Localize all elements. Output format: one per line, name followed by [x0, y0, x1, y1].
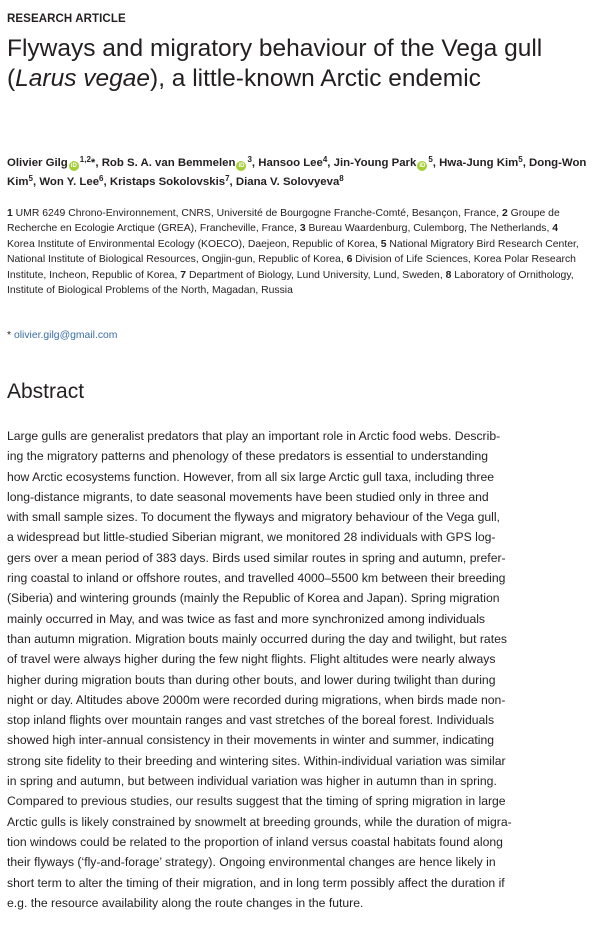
author-name[interactable]: Won Y. Lee	[39, 176, 100, 188]
title-species-name: Larus vegae	[15, 65, 151, 92]
author-affiliation-number: 6	[99, 174, 104, 183]
affiliation-text: UMR 6249 Chrono-Environnement, CNRS, Université de Bourgogne Franche-Comté, Besançon, France,	[15, 208, 500, 219]
affiliation-list	[7, 206, 587, 298]
affiliation-number: 4	[552, 223, 559, 235]
correspondence-star: *	[7, 330, 12, 341]
abstract-line: night or day. Altitudes above 2000m were recorded during migrations, when birds made non-	[7, 692, 506, 707]
orcid-icon[interactable]: iD	[238, 163, 245, 169]
article-title	[7, 34, 593, 94]
correspondence-email-link[interactable]: olivier.gilg@gmail.com	[13, 330, 118, 341]
abstract-line: Compared to previous studies, our results suggest that the timing of spring migration in large	[7, 794, 506, 809]
affiliation-number: 2	[501, 208, 508, 219]
author-affiliation-number: 5	[518, 155, 523, 164]
title-part-2: ), a little-known Arctic endemic	[150, 65, 481, 92]
abstract-line: short term to alter the timing of their migration, and in long term possibly affect the duration if	[7, 875, 505, 890]
author	[236, 176, 344, 188]
affiliation-number: 3	[299, 223, 306, 235]
author-affiliation-number: 5	[28, 174, 33, 183]
abstract-line: a widespread but little-studied Siberian migrant, we monitored 28 individuals with GPS log-	[7, 530, 496, 545]
abstract-line: stop inland flights over mountain ranges and vast stretches of the boreal forest. Individuals	[7, 713, 495, 728]
abstract-line: of travel were always higher during the few night flights. Flight altitudes were nearly always	[7, 652, 496, 667]
author-name[interactable]: Hansoo Lee	[258, 157, 323, 169]
abstract-line: in spring and autumn, but between individual variation was higher in autumn than in spring.	[7, 774, 497, 789]
author-affiliation-number: 3	[247, 155, 252, 164]
abstract-body	[7, 426, 589, 913]
abstract-line: e.g. the resource availability along the route changes in the future.	[7, 895, 364, 910]
abstract-line: than autumn migration. Migration bouts mainly occurred during the day and twilight, but rates	[7, 631, 507, 646]
abstract-line: higher during migration bouts than during other bouts, and lower during twilight than during	[7, 672, 496, 687]
author	[439, 157, 523, 169]
author-name[interactable]: Kristaps Sokolovskis	[109, 176, 226, 188]
author-name[interactable]: Dong-Won Kim	[7, 157, 587, 188]
affiliation-text: Laboratory of Ornithology, Institute of Biological Problems of the North, Magadan, Russia	[7, 269, 574, 297]
abstract-line: (Siberia) and wintering grounds (mainly the Republic of Korea and Japan). Spring migration	[7, 591, 500, 606]
author	[334, 157, 433, 169]
correspondence	[7, 330, 117, 341]
article-type-label: RESEARCH ARTICLE	[7, 13, 126, 25]
author-name[interactable]: Diana V. Solovyeva	[235, 176, 340, 188]
abstract-line: how Arctic ecosystems function. However, from all six large Arctic gull taxa, including three	[7, 469, 495, 484]
author-list: Olivier Gilg iD$^{1,2}$*, Rob S. A. van Bemmelen $iD^3$, Hansoo Lee$^4$, Jin-Young Park $iD^5$, Hwa-Jung Kim$^5$, Dong-Won Kim$^5$, Won Y. Lee$^6$, Kristaps Sokolovskis$^7$, Diana V. Solovyeva$^8$	[7, 155, 587, 188]
abstract-line: with small sample sizes. To document the flyways and migratory behaviour of the Vega gull,	[7, 510, 500, 525]
affiliation-number: 7	[180, 269, 187, 281]
abstract-line: Arctic gulls is likely constrained by snowmelt at breeding grounds, while the duration of migra-	[7, 814, 512, 829]
affiliation-text: Groupe de Recherche en Ecologie Arctique (GREA), Francheville, France,	[7, 208, 560, 235]
author: Olivier Gilg iD$^{1,2}$*	[7, 155, 96, 169]
author	[258, 157, 327, 169]
author	[110, 176, 230, 188]
author	[39, 176, 103, 188]
author-name[interactable]: Olivier Gilg	[7, 157, 68, 169]
author-affiliation-number: 4	[322, 155, 328, 164]
affiliation-text: Department of Biology, Lund University, Lund, Sweden,	[188, 269, 443, 281]
affiliation-number: 1	[7, 208, 13, 219]
affiliation	[180, 270, 442, 281]
author-name[interactable]: Jin-Young Park	[333, 157, 417, 169]
affiliation-text: Bureau Waardenburg, Culemborg, The Netherlands,	[308, 223, 550, 235]
abstract-line: Large gulls are generalist predators that play an important role in Arctic food webs. Describ-	[7, 429, 501, 443]
abstract-line: strong site fidelity to their breeding and wintering sites. Within-individual variation was similar	[7, 753, 506, 768]
author-name[interactable]: Rob S. A. van Bemmelen	[101, 157, 236, 169]
affiliation	[300, 223, 550, 234]
author-name[interactable]: Hwa-Jung Kim	[439, 157, 519, 169]
orcid-icon[interactable]: iD	[70, 163, 77, 169]
affiliation-text: National Migratory Bird Research Center, National Institute of Biological Resources, Ongjin-gun, Republic of Korea,	[7, 238, 579, 266]
affiliation-text: Korea Institute of Environmental Ecology (KOECO), Daejeon, Republic of Korea,	[7, 238, 378, 250]
abstract-line: long-distance migrants, to date seasonal movements have been studied only in three and	[7, 489, 489, 504]
affiliation-number: 5	[380, 238, 387, 250]
author	[102, 157, 252, 169]
abstract-heading: Abstract	[7, 380, 85, 403]
author-affiliation-number: 8	[339, 174, 344, 183]
affiliation	[7, 208, 499, 219]
abstract-line: gers over a mean period of 383 days. Birds used similar routes in spring and autumn, prefer-	[7, 550, 506, 565]
abstract-line: ing the migratory patterns and phenology of these predators is essential to understanding	[7, 449, 489, 464]
author-affiliation-number: 5	[428, 155, 433, 164]
author-affiliation-number: 7	[225, 174, 230, 183]
affiliation-text: Division of Life Sciences, Korea Polar Research Institute, Incheon, Republic of Korea,	[7, 254, 576, 281]
abstract-line: ring coastal to inland or offshore routes, and travelled 4000–5500 km between their breeding	[7, 571, 506, 586]
affiliation-number: 6	[346, 254, 353, 266]
orcid-icon[interactable]: iD	[419, 163, 426, 169]
abstract-line: tion windows could be related to the proportion of inland versus coastal habitats found along	[7, 834, 503, 849]
title-part-1: Flyways and migratory behaviour of the Vega gull (	[7, 35, 543, 92]
abstract-line: showed high inter-annual consistency in their movements in winter and summer, indicating	[7, 733, 495, 748]
abstract-line: their flyways (‘fly-and-forage’ strategy). Ongoing environmental changes are hence likely in	[7, 855, 496, 870]
author-affiliation-number: 1,2	[79, 155, 91, 164]
affiliation-number: 8	[445, 269, 452, 281]
abstract-line: mainly occurred in May, and was twice as fast and more synchronized among individuals	[7, 611, 486, 626]
